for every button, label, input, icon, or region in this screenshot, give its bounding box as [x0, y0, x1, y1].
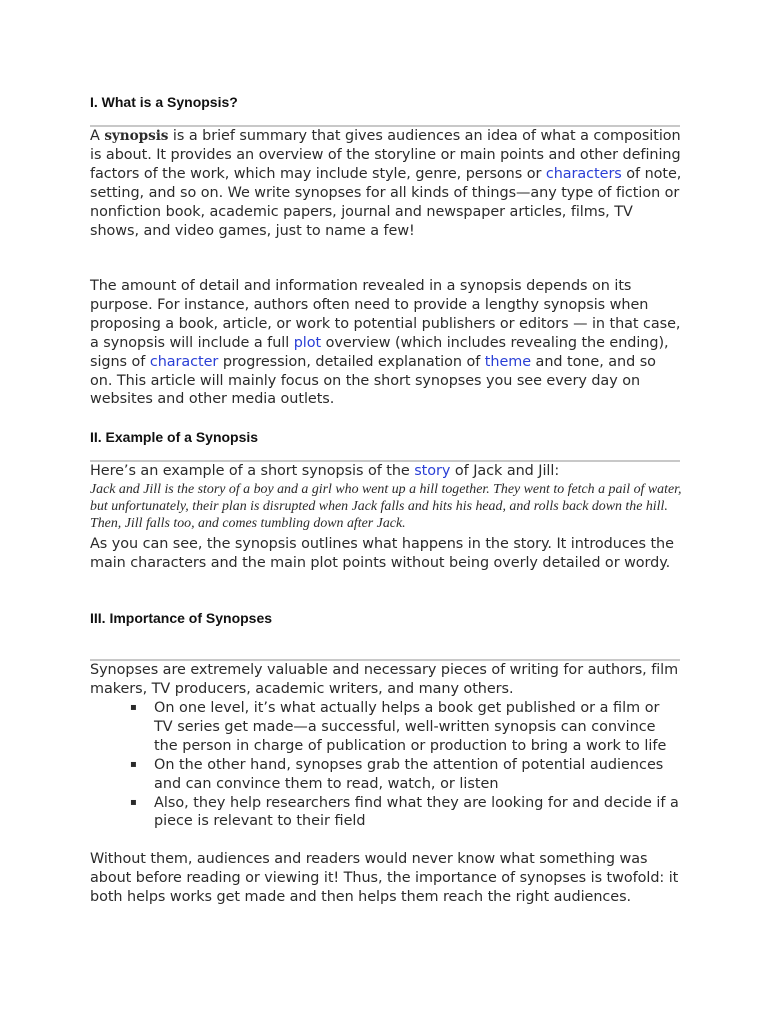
bullet-icon: ▪	[130, 796, 137, 808]
link-character[interactable]: character	[149, 353, 219, 370]
section-1-heading: I. What is a Synopsis?	[90, 94, 238, 110]
link-plot[interactable]: plot	[293, 334, 322, 351]
section-3-heading: III. Importance of Synopses	[90, 610, 273, 626]
term-synopsis: synopsis	[104, 128, 169, 144]
link-characters[interactable]: characters	[545, 165, 622, 182]
link-story[interactable]: story	[414, 463, 451, 479]
list-item: ▪ Also, they help researchers find what they are looking for and decide if a piece is relevant to their field	[130, 794, 679, 830]
section-1-paragraph-1: A synopsis is a brief summary that gives audiences an idea of what a composition is about. It provides an overview of the storyline or main points and other defining factors of the work, which may include style, genre, persons or characters of note, setting, and so on. We write synopses for all kinds of things—any type of fiction or nonfiction book, academic papers, journal and newspaper articles, films, TV shows, and video games, just to name a few!	[90, 128, 682, 239]
link-theme[interactable]: theme	[484, 353, 532, 370]
list-item: ▪ On one level, it’s what actually helps a book get published or a film or TV series get made—a successful, well-written synopsis can convince the person in charge of publication or production to bring a work to life	[130, 700, 667, 754]
section-2-after: As you can see, the synopsis outlines what happens in the story. It introduces the main characters and the main plot points without being overly detailed or wordy.	[90, 536, 674, 571]
importance-list	[90, 699, 682, 831]
section-2-heading: II. Example of a Synopsis	[90, 429, 259, 445]
list-item: ▪ On the other hand, synopses grab the attention of potential audiences and can convince them to read, watch, or listen	[130, 756, 664, 792]
section-1-paragraph-2: The amount of detail and information revealed in a synopsis depends on its purpose. For instance, authors often need to provide a lengthy synopsis when proposing a book, article, or work to potential publishers or editors — in that case, a synopsis will include a full plot overview (which includes revealing the ending), signs of character progression, detailed explanation of theme and tone, and so on. This article will mainly focus on the short synopses you see every day on websites and other media outlets.	[90, 278, 681, 408]
section-3-closing: Without them, audiences and readers would never know what something was about before reading or viewing it! Thus, the importance of synopses is twofold: it both helps works get made and then helps them reach the right audiences.	[90, 851, 679, 905]
bullet-icon: ▪	[130, 702, 137, 713]
example-synopsis-quote: Jack and Jill is the story of a boy and a girl who went up a hill together. They went to fetch a pail of water, but unfortunately, their plan is disrupted when Jack falls and hits his head, and rolls back down the hill. Then, Jill falls too, and comes tumbling down after Jack.	[90, 482, 682, 532]
section-2-intro: Here’s an example of a short synopsis of the story of Jack and Jill:	[90, 463, 560, 479]
bullet-icon: ▪	[130, 758, 137, 770]
section-3-intro: Synopses are extremely valuable and necessary pieces of writing for authors, film makers, TV producers, academic writers, and many others.	[90, 662, 679, 697]
